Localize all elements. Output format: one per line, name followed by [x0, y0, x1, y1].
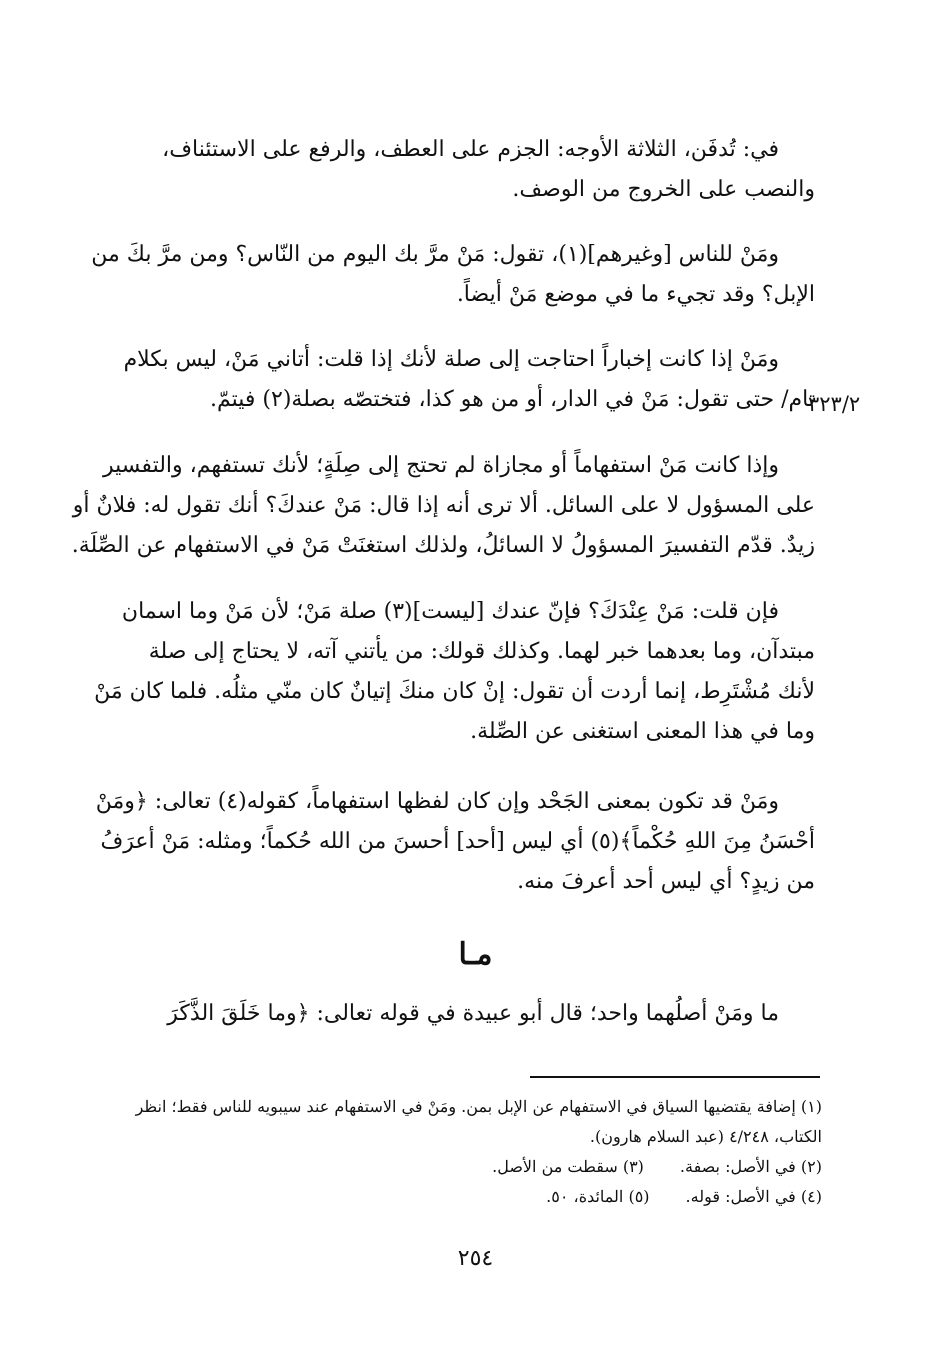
paragraph-line: تام/ حتى تقول: مَنْ في الدار، أو من هو كذا، فتختصّه بصلة(٢) فيتمّ. [209, 387, 815, 412]
paragraph-5 [70, 592, 815, 752]
paragraph-line: زيدٌ. قدّم التفسيرَ المسؤولُ لا السائلُ، ولذلك استغنَتْ مَنْ في الاستفهام عن الصِّلَة. [71, 533, 815, 558]
paragraph-line: الإبل؟ وقد تجيء ما في موضع مَنْ أيضاً. [456, 282, 815, 307]
paragraph-line: من زيدٍ؟ أي ليس أحد أعرفَ منه. [517, 869, 815, 894]
paragraph-line: ومَنْ إذا كانت إخباراً احتاجت إلى صلة لأنك إذا قلت: أتاني مَنْ، ليس بكلام [123, 347, 779, 372]
footnote-2: (٢) في الأصل: بصفة. [679, 1157, 822, 1176]
closing-paragraph [70, 994, 815, 1034]
footnote-1-line-2: الكتاب، ٤/٢٤٨ (عبد السلام هارون). [589, 1127, 822, 1146]
footnote-4: (٤) في الأصل: قوله. [685, 1187, 822, 1206]
paragraph-line: مبتدآن، وما بعدهما خبر لهما. وكذلك قولك: من يأتني آته، لا يحتاج إلى صلة [148, 639, 815, 664]
paragraph-3 [70, 340, 815, 420]
margin-reference: ٣٢٣/٢ [808, 392, 861, 416]
footnote-3: (٣) سقطت من الأصل. [492, 1157, 644, 1176]
footnote-row [70, 1182, 822, 1212]
section-heading: مـا [458, 937, 493, 972]
paragraph-line: في: تُدفَن، الثلاثة الأوجه: الجزم على العطف، والرفع على الاستئناف، [162, 137, 779, 162]
paragraph-line: على المسؤول لا على السائل. ألا ترى أنه إذا قال: مَنْ عندكَ؟ أنك تقول له: فلانٌ أو [72, 493, 815, 518]
paragraph-1 [70, 130, 815, 210]
paragraph-line: وإذا كانت مَنْ استفهاماً أو مجازاة لم تحتج إلى صِلَةٍ؛ لأنك تستفهم، والتفسير [103, 453, 779, 478]
paragraph-2 [70, 235, 815, 315]
paragraph-line: أحْسَنُ مِنَ اللهِ حُكْماً﴾(٥) أي ليس [أحد] أحسنَ من الله حُكماً؛ ومثله: مَنْ أعرَفُ [100, 829, 815, 854]
paragraph-line: والنصب على الخروج من الوصف. [512, 177, 815, 202]
footnote-5: (٥) المائدة، ٥٠. [546, 1187, 650, 1206]
footnote-divider [530, 1076, 820, 1078]
paragraph-line: فإن قلت: مَنْ عِنْدَكَ؟ فإنّ عندك [ليست](٣) صلة مَنْ؛ لأن مَنْ وما اسمان [121, 599, 779, 624]
paragraph-line: ومَنْ قد تكون بمعنى الجَحْد وإن كان لفظها استفهاماً، كقوله(٤) تعالى: ﴿ومَنْ [95, 789, 779, 814]
footnote-row [70, 1152, 822, 1182]
paragraph-line: ما ومَنْ أصلُهما واحد؛ قال أبو عبيدة في قوله تعالى: ﴿وما خَلَقَ الذَّكَرَ [167, 1001, 779, 1026]
paragraph-line: لأنك مُشْتَرِط، إنما أردت أن تقول: إنْ كان منكَ إتيانٌ كان منّي مثلُه. فلما كان مَنْ [94, 679, 815, 704]
paragraph-6 [70, 782, 815, 902]
paragraph-line: ومَنْ للناس [وغيرهم](١)، تقول: مَنْ مرَّ بك اليوم من النّاس؟ ومن مرَّ بكَ من [91, 242, 779, 267]
footnote-1-line-1: (١) إضافة يقتضيها السياق في الاستفهام عن الإبل بمن. ومَنْ في الاستفهام عند سيبويه للناس فقط؛ انظر [135, 1097, 822, 1116]
page-number: ٢٥٤ [457, 1246, 494, 1271]
paragraph-line: وما في هذا المعنى استغنى عن الصِّلة. [470, 719, 815, 744]
footnotes [70, 1092, 822, 1212]
paragraph-4 [70, 446, 815, 566]
